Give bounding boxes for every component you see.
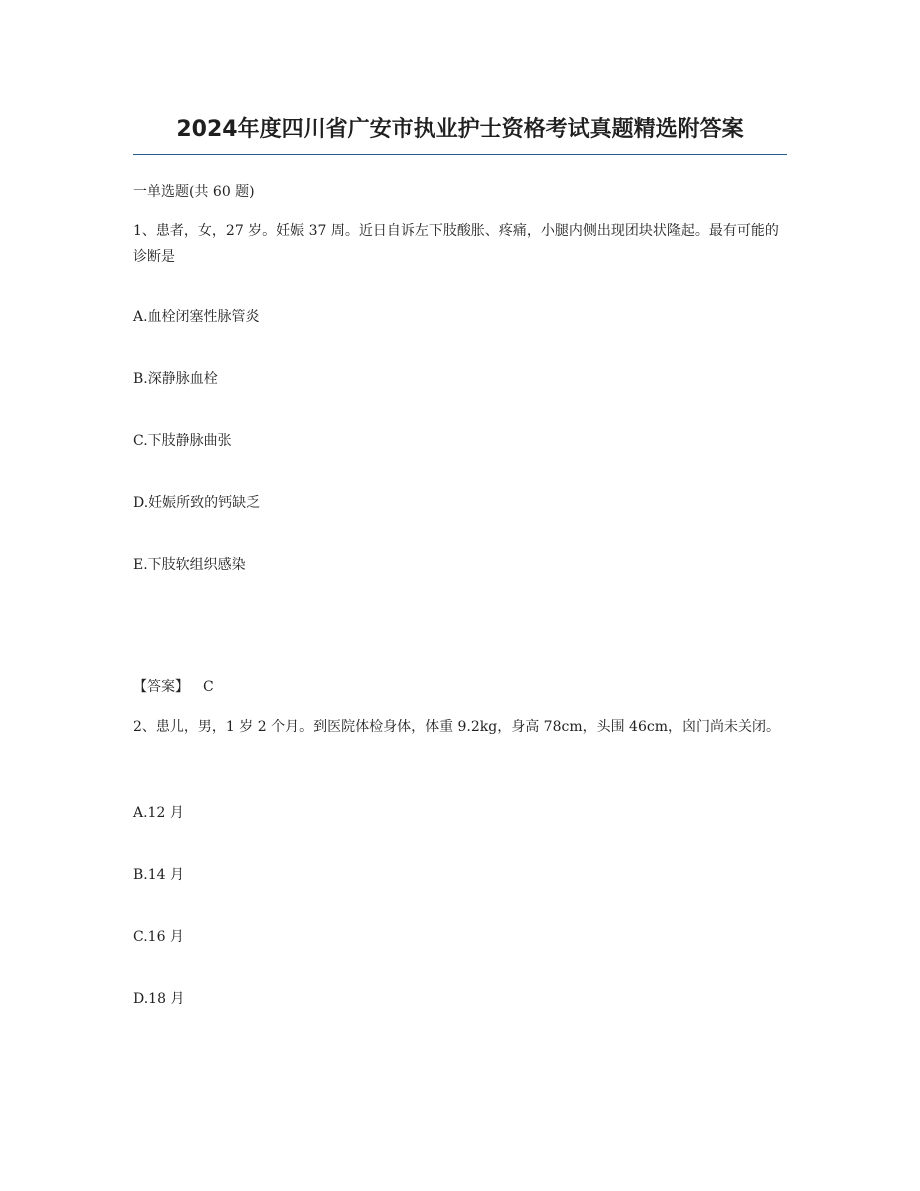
question-2-stem: 2、患儿，男，1 岁 2 个月。到医院体检身体，体重 9.2kg，身高 78cm，头围 46cm，囟门尚未关闭。 [133, 719, 780, 735]
question-2-option-d: D.18 月 [133, 991, 185, 1007]
question-1-option-e: E.下肢软组织感染 [133, 557, 246, 573]
question-1-option-d: D.妊娠所致的钙缺乏 [133, 495, 261, 511]
question-1-option-b: B.深静脉血栓 [133, 371, 218, 387]
question-2-option-a: A.12 月 [133, 805, 184, 821]
question-1-option-a: A.血栓闭塞性脉管炎 [133, 309, 260, 325]
title-divider [133, 154, 787, 155]
answer-value: C [203, 679, 214, 695]
question-1-answer [133, 675, 214, 699]
answer-label: 【答案】 [133, 679, 189, 695]
section-heading: 一单选题(共 60 题) [133, 184, 255, 200]
question-2-option-c: C.16 月 [133, 929, 184, 945]
document-title: 2024年度四川省广安市执业护士资格考试真题精选附答案 [176, 117, 744, 142]
question-1-stem: 1、患者，女，27 岁。妊娠 37 周。近日自诉左下肢酸胀、疼痛，小腿内侧出现团块状隆起。最有可能的诊断是 [133, 223, 779, 265]
question-1-option-c: C.下肢静脉曲张 [133, 433, 232, 449]
question-2-option-b: B.14 月 [133, 867, 185, 883]
